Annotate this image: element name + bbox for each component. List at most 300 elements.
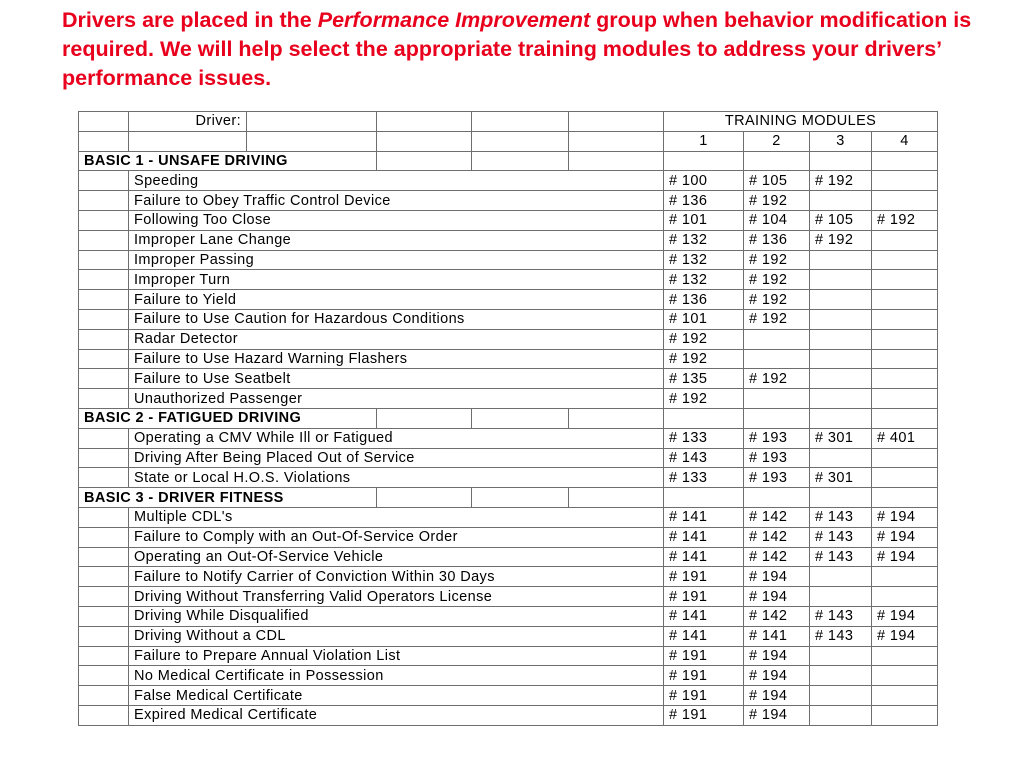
row-select-cell[interactable]	[79, 270, 129, 290]
module-code	[872, 705, 938, 725]
spacer-cell	[377, 686, 472, 706]
training-modules-table	[78, 111, 938, 726]
blank-cell	[79, 112, 129, 132]
spacer-cell	[377, 329, 472, 349]
blank-cell	[872, 151, 938, 171]
violation-name: Improper Turn	[129, 270, 247, 290]
module-code	[872, 587, 938, 607]
spacer-cell	[569, 686, 664, 706]
module-code	[872, 666, 938, 686]
category-row	[79, 408, 938, 428]
module-code: # 143	[810, 626, 872, 646]
module-code: # 192	[744, 369, 810, 389]
module-code	[872, 389, 938, 409]
blank-cell	[872, 488, 938, 508]
module-code: # 136	[664, 191, 744, 211]
module-code	[810, 369, 872, 389]
module-code	[872, 191, 938, 211]
module-code: # 194	[872, 606, 938, 626]
violation-row	[79, 468, 938, 488]
spacer-cell	[377, 250, 472, 270]
row-select-cell[interactable]	[79, 428, 129, 448]
module-code	[872, 309, 938, 329]
spacer-cell	[377, 705, 472, 725]
module-code: # 141	[744, 626, 810, 646]
violation-name: Failure to Yield	[129, 290, 247, 310]
blank-cell	[377, 151, 472, 171]
violation-row	[79, 210, 938, 230]
module-code: # 192	[744, 309, 810, 329]
module-code: # 101	[664, 309, 744, 329]
module-code: # 192	[744, 270, 810, 290]
module-code: # 194	[872, 507, 938, 527]
module-number: 2	[744, 131, 810, 151]
spacer-cell	[472, 171, 569, 191]
module-code: # 192	[744, 290, 810, 310]
module-code	[872, 270, 938, 290]
spacer-cell	[569, 270, 664, 290]
spacer-cell	[472, 329, 569, 349]
module-code: # 401	[872, 428, 938, 448]
module-code: # 192	[810, 171, 872, 191]
module-code	[810, 666, 872, 686]
module-code: # 194	[872, 626, 938, 646]
row-select-cell[interactable]	[79, 171, 129, 191]
module-code	[810, 587, 872, 607]
module-code: # 132	[664, 270, 744, 290]
violation-name: Operating a CMV While Ill or Fatigued	[129, 428, 247, 448]
module-code: # 191	[664, 666, 744, 686]
driver-name-cell[interactable]	[247, 112, 377, 132]
module-code	[744, 389, 810, 409]
module-code	[810, 389, 872, 409]
module-code: # 142	[744, 547, 810, 567]
blank-cell	[664, 488, 744, 508]
spacer-cell	[247, 171, 377, 191]
row-select-cell[interactable]	[79, 210, 129, 230]
spacer-cell	[569, 468, 664, 488]
spacer-cell	[472, 606, 569, 626]
module-code: # 133	[664, 468, 744, 488]
spacer-cell	[472, 250, 569, 270]
blank-cell	[664, 151, 744, 171]
blank-cell	[377, 131, 472, 151]
blank-cell	[129, 131, 247, 151]
spacer-cell	[569, 705, 664, 725]
category-row	[79, 488, 938, 508]
module-code	[744, 329, 810, 349]
violation-name: Driving Without a CDL	[129, 626, 247, 646]
blank-cell	[872, 408, 938, 428]
violation-name: Speeding	[129, 171, 247, 191]
blank-cell	[377, 488, 472, 508]
module-code: # 194	[744, 686, 810, 706]
module-code: # 301	[810, 428, 872, 448]
module-code: # 301	[810, 468, 872, 488]
spacer-cell	[472, 507, 569, 527]
spacer-cell	[569, 626, 664, 646]
row-select-cell[interactable]	[79, 646, 129, 666]
category-row	[79, 151, 938, 171]
module-code: # 192	[810, 230, 872, 250]
spacer-cell	[569, 587, 664, 607]
violation-row	[79, 567, 938, 587]
module-code	[872, 448, 938, 468]
module-code: # 100	[664, 171, 744, 191]
blank-cell	[744, 488, 810, 508]
module-code: # 193	[744, 428, 810, 448]
blank-cell	[377, 112, 472, 132]
spacer-cell	[472, 290, 569, 310]
spacer-cell	[569, 290, 664, 310]
spacer-cell	[472, 428, 569, 448]
spacer-cell	[377, 626, 472, 646]
violation-row	[79, 290, 938, 310]
module-code: # 142	[744, 606, 810, 626]
driver-label: Driver:	[129, 112, 247, 132]
blank-cell	[79, 131, 129, 151]
module-code	[810, 349, 872, 369]
row-select-cell[interactable]	[79, 250, 129, 270]
violation-name: No Medical Certificate in Possession	[129, 666, 247, 686]
spacer-cell	[472, 309, 569, 329]
module-code: # 191	[664, 705, 744, 725]
module-code	[872, 369, 938, 389]
module-code	[872, 250, 938, 270]
violation-name: Failure to Obey Traffic Control Device	[129, 191, 247, 211]
blank-cell	[377, 408, 472, 428]
module-code	[872, 171, 938, 191]
violation-name: Failure to Use Seatbelt	[129, 369, 247, 389]
violation-row	[79, 507, 938, 527]
module-code: # 194	[744, 666, 810, 686]
violation-row	[79, 230, 938, 250]
spacer-cell	[569, 646, 664, 666]
module-code	[810, 705, 872, 725]
module-code: # 191	[664, 567, 744, 587]
spacer-cell	[569, 428, 664, 448]
spacer-cell	[569, 210, 664, 230]
spacer-cell	[569, 666, 664, 686]
violation-row	[79, 666, 938, 686]
spacer-cell	[472, 448, 569, 468]
row-select-cell[interactable]	[79, 448, 129, 468]
violation-row	[79, 547, 938, 567]
row-select-cell[interactable]	[79, 290, 129, 310]
module-code: # 136	[664, 290, 744, 310]
blank-cell	[472, 112, 569, 132]
module-code: # 192	[664, 349, 744, 369]
module-code: # 132	[664, 230, 744, 250]
module-code	[872, 230, 938, 250]
blank-cell	[472, 408, 569, 428]
spacer-cell	[247, 507, 377, 527]
row-select-cell[interactable]	[79, 329, 129, 349]
spacer-cell	[569, 369, 664, 389]
row-select-cell[interactable]	[79, 587, 129, 607]
blank-cell	[569, 131, 664, 151]
module-code: # 101	[664, 210, 744, 230]
spacer-cell	[377, 468, 472, 488]
row-select-cell[interactable]	[79, 191, 129, 211]
module-code: # 143	[664, 448, 744, 468]
violation-name: Following Too Close	[129, 210, 247, 230]
violation-row	[79, 309, 938, 329]
violation-name: Expired Medical Certificate	[129, 705, 247, 725]
spacer-cell	[472, 547, 569, 567]
spacer-cell	[472, 626, 569, 646]
blank-cell	[472, 488, 569, 508]
row-select-cell[interactable]	[79, 230, 129, 250]
spacer-cell	[377, 191, 472, 211]
category-label: BASIC 3 - DRIVER FITNESS	[79, 488, 377, 508]
module-code: # 192	[664, 329, 744, 349]
spacer-cell	[472, 369, 569, 389]
spacer-cell	[377, 210, 472, 230]
violation-row	[79, 606, 938, 626]
module-code: # 143	[810, 527, 872, 547]
spacer-cell	[472, 389, 569, 409]
row-select-cell[interactable]	[79, 507, 129, 527]
violation-row	[79, 389, 938, 409]
module-code: # 105	[744, 171, 810, 191]
spacer-cell	[377, 171, 472, 191]
module-code: # 193	[744, 448, 810, 468]
violation-name: Operating an Out-Of-Service Vehicle	[129, 547, 247, 567]
spacer-cell	[377, 507, 472, 527]
spacer-cell	[472, 468, 569, 488]
module-code: # 143	[810, 507, 872, 527]
module-code	[810, 646, 872, 666]
module-code	[872, 468, 938, 488]
blank-cell	[744, 151, 810, 171]
violation-row	[79, 705, 938, 725]
headline-text-start: Drivers are placed in the	[62, 8, 318, 32]
spacer-cell	[569, 171, 664, 191]
spacer-cell	[569, 230, 664, 250]
module-code	[872, 329, 938, 349]
module-code	[810, 270, 872, 290]
violation-name: Unauthorized Passenger	[129, 389, 247, 409]
violation-name: False Medical Certificate	[129, 686, 247, 706]
violation-row	[79, 270, 938, 290]
blank-cell	[744, 408, 810, 428]
spacer-cell	[569, 606, 664, 626]
row-select-cell[interactable]	[79, 547, 129, 567]
spacer-cell	[569, 250, 664, 270]
module-code	[810, 309, 872, 329]
module-code: # 141	[664, 626, 744, 646]
spacer-cell	[377, 666, 472, 686]
module-code	[810, 250, 872, 270]
violation-name: Improper Lane Change	[129, 230, 247, 250]
module-code: # 192	[664, 389, 744, 409]
blank-cell	[569, 408, 664, 428]
module-code: # 143	[810, 606, 872, 626]
module-code: # 143	[810, 547, 872, 567]
module-code	[872, 349, 938, 369]
spacer-cell	[472, 230, 569, 250]
row-select-cell[interactable]	[79, 606, 129, 626]
violation-name: State or Local H.O.S. Violations	[129, 468, 247, 488]
spacer-cell	[377, 290, 472, 310]
module-code	[872, 290, 938, 310]
row-select-cell[interactable]	[79, 686, 129, 706]
row-select-cell[interactable]	[79, 309, 129, 329]
spacer-cell	[377, 270, 472, 290]
row-select-cell[interactable]	[79, 567, 129, 587]
module-code: # 141	[664, 547, 744, 567]
category-label: BASIC 2 - FATIGUED DRIVING	[79, 408, 377, 428]
module-code: # 194	[872, 547, 938, 567]
module-code: # 192	[744, 191, 810, 211]
blank-cell	[472, 131, 569, 151]
violation-name: Improper Passing	[129, 250, 247, 270]
blank-cell	[569, 151, 664, 171]
spacer-cell	[569, 191, 664, 211]
violation-name: Failure to Comply with an Out-Of-Service Order	[129, 527, 247, 547]
violation-row	[79, 527, 938, 547]
blank-cell	[810, 151, 872, 171]
module-number: 1	[664, 131, 744, 151]
violation-row	[79, 171, 938, 191]
violation-row	[79, 428, 938, 448]
module-code	[872, 646, 938, 666]
module-code: # 194	[744, 567, 810, 587]
spacer-cell	[377, 389, 472, 409]
spacer-cell	[472, 270, 569, 290]
violation-name: Driving After Being Placed Out of Service	[129, 448, 247, 468]
violation-row	[79, 448, 938, 468]
page-headline	[62, 6, 1012, 93]
violation-row	[79, 349, 938, 369]
module-code	[872, 686, 938, 706]
spacer-cell	[472, 527, 569, 547]
headline-emphasis: Performance Improvement	[317, 8, 591, 32]
blank-cell	[569, 488, 664, 508]
module-code	[872, 567, 938, 587]
violation-row	[79, 329, 938, 349]
spacer-cell	[377, 369, 472, 389]
module-code: # 191	[664, 686, 744, 706]
module-code: # 191	[664, 587, 744, 607]
module-code: # 141	[664, 527, 744, 547]
module-code: # 132	[664, 250, 744, 270]
spacer-cell	[247, 290, 377, 310]
module-code: # 135	[664, 369, 744, 389]
headline-text-end: group when behavior modification is required. We will help select the appropriate training modules to address your drivers’ performance issues.	[62, 8, 972, 90]
module-code: # 192	[872, 210, 938, 230]
violation-row	[79, 686, 938, 706]
spacer-cell	[569, 547, 664, 567]
spacer-cell	[247, 329, 377, 349]
module-code	[810, 329, 872, 349]
violation-name: Failure to Use Caution for Hazardous Conditions	[129, 309, 247, 329]
blank-cell	[810, 408, 872, 428]
violation-row	[79, 250, 938, 270]
spacer-cell	[569, 349, 664, 369]
spacer-cell	[472, 191, 569, 211]
row-select-cell[interactable]	[79, 389, 129, 409]
training-modules-header: TRAINING MODULES	[664, 112, 938, 132]
module-code: # 142	[744, 527, 810, 547]
spacer-cell	[569, 527, 664, 547]
category-label: BASIC 1 - UNSAFE DRIVING	[79, 151, 377, 171]
spacer-cell	[569, 567, 664, 587]
blank-cell	[247, 131, 377, 151]
row-select-cell[interactable]	[79, 369, 129, 389]
violation-row	[79, 191, 938, 211]
spacer-cell	[247, 270, 377, 290]
spacer-cell	[472, 686, 569, 706]
module-code: # 194	[744, 646, 810, 666]
violation-row	[79, 587, 938, 607]
spacer-cell	[569, 329, 664, 349]
module-code: # 194	[744, 587, 810, 607]
module-code: # 194	[872, 527, 938, 547]
violation-name: Failure to Notify Carrier of Conviction Within 30 Days	[129, 567, 247, 587]
blank-cell	[810, 488, 872, 508]
module-code: # 133	[664, 428, 744, 448]
spacer-cell	[472, 349, 569, 369]
module-number: 3	[810, 131, 872, 151]
spacer-cell	[472, 210, 569, 230]
blank-cell	[472, 151, 569, 171]
spacer-cell	[377, 230, 472, 250]
module-code: # 193	[744, 468, 810, 488]
spacer-cell	[472, 646, 569, 666]
blank-cell	[664, 408, 744, 428]
row-select-cell[interactable]	[79, 349, 129, 369]
spacer-cell	[247, 250, 377, 270]
module-code: # 141	[664, 606, 744, 626]
driver-header-row	[79, 112, 938, 132]
row-select-cell[interactable]	[79, 468, 129, 488]
module-code	[810, 290, 872, 310]
row-select-cell[interactable]	[79, 705, 129, 725]
violation-name: Failure to Prepare Annual Violation List	[129, 646, 247, 666]
module-code: # 141	[664, 507, 744, 527]
violation-name: Failure to Use Hazard Warning Flashers	[129, 349, 247, 369]
spacer-cell	[472, 666, 569, 686]
module-code	[744, 349, 810, 369]
violation-row	[79, 646, 938, 666]
spacer-cell	[377, 606, 472, 626]
module-code: # 194	[744, 705, 810, 725]
violation-name: Radar Detector	[129, 329, 247, 349]
spacer-cell	[569, 309, 664, 329]
blank-cell	[569, 112, 664, 132]
module-code: # 136	[744, 230, 810, 250]
violation-name: Driving Without Transferring Valid Operators License	[129, 587, 247, 607]
spacer-cell	[472, 705, 569, 725]
spacer-cell	[569, 448, 664, 468]
spacer-cell	[569, 507, 664, 527]
row-select-cell[interactable]	[79, 527, 129, 547]
module-code: # 191	[664, 646, 744, 666]
module-code: # 104	[744, 210, 810, 230]
module-code	[810, 567, 872, 587]
row-select-cell[interactable]	[79, 666, 129, 686]
module-code	[810, 686, 872, 706]
module-code: # 142	[744, 507, 810, 527]
row-select-cell[interactable]	[79, 626, 129, 646]
spacer-cell	[569, 389, 664, 409]
module-code: # 192	[744, 250, 810, 270]
module-code	[810, 191, 872, 211]
module-number-row	[79, 131, 938, 151]
violation-row	[79, 626, 938, 646]
